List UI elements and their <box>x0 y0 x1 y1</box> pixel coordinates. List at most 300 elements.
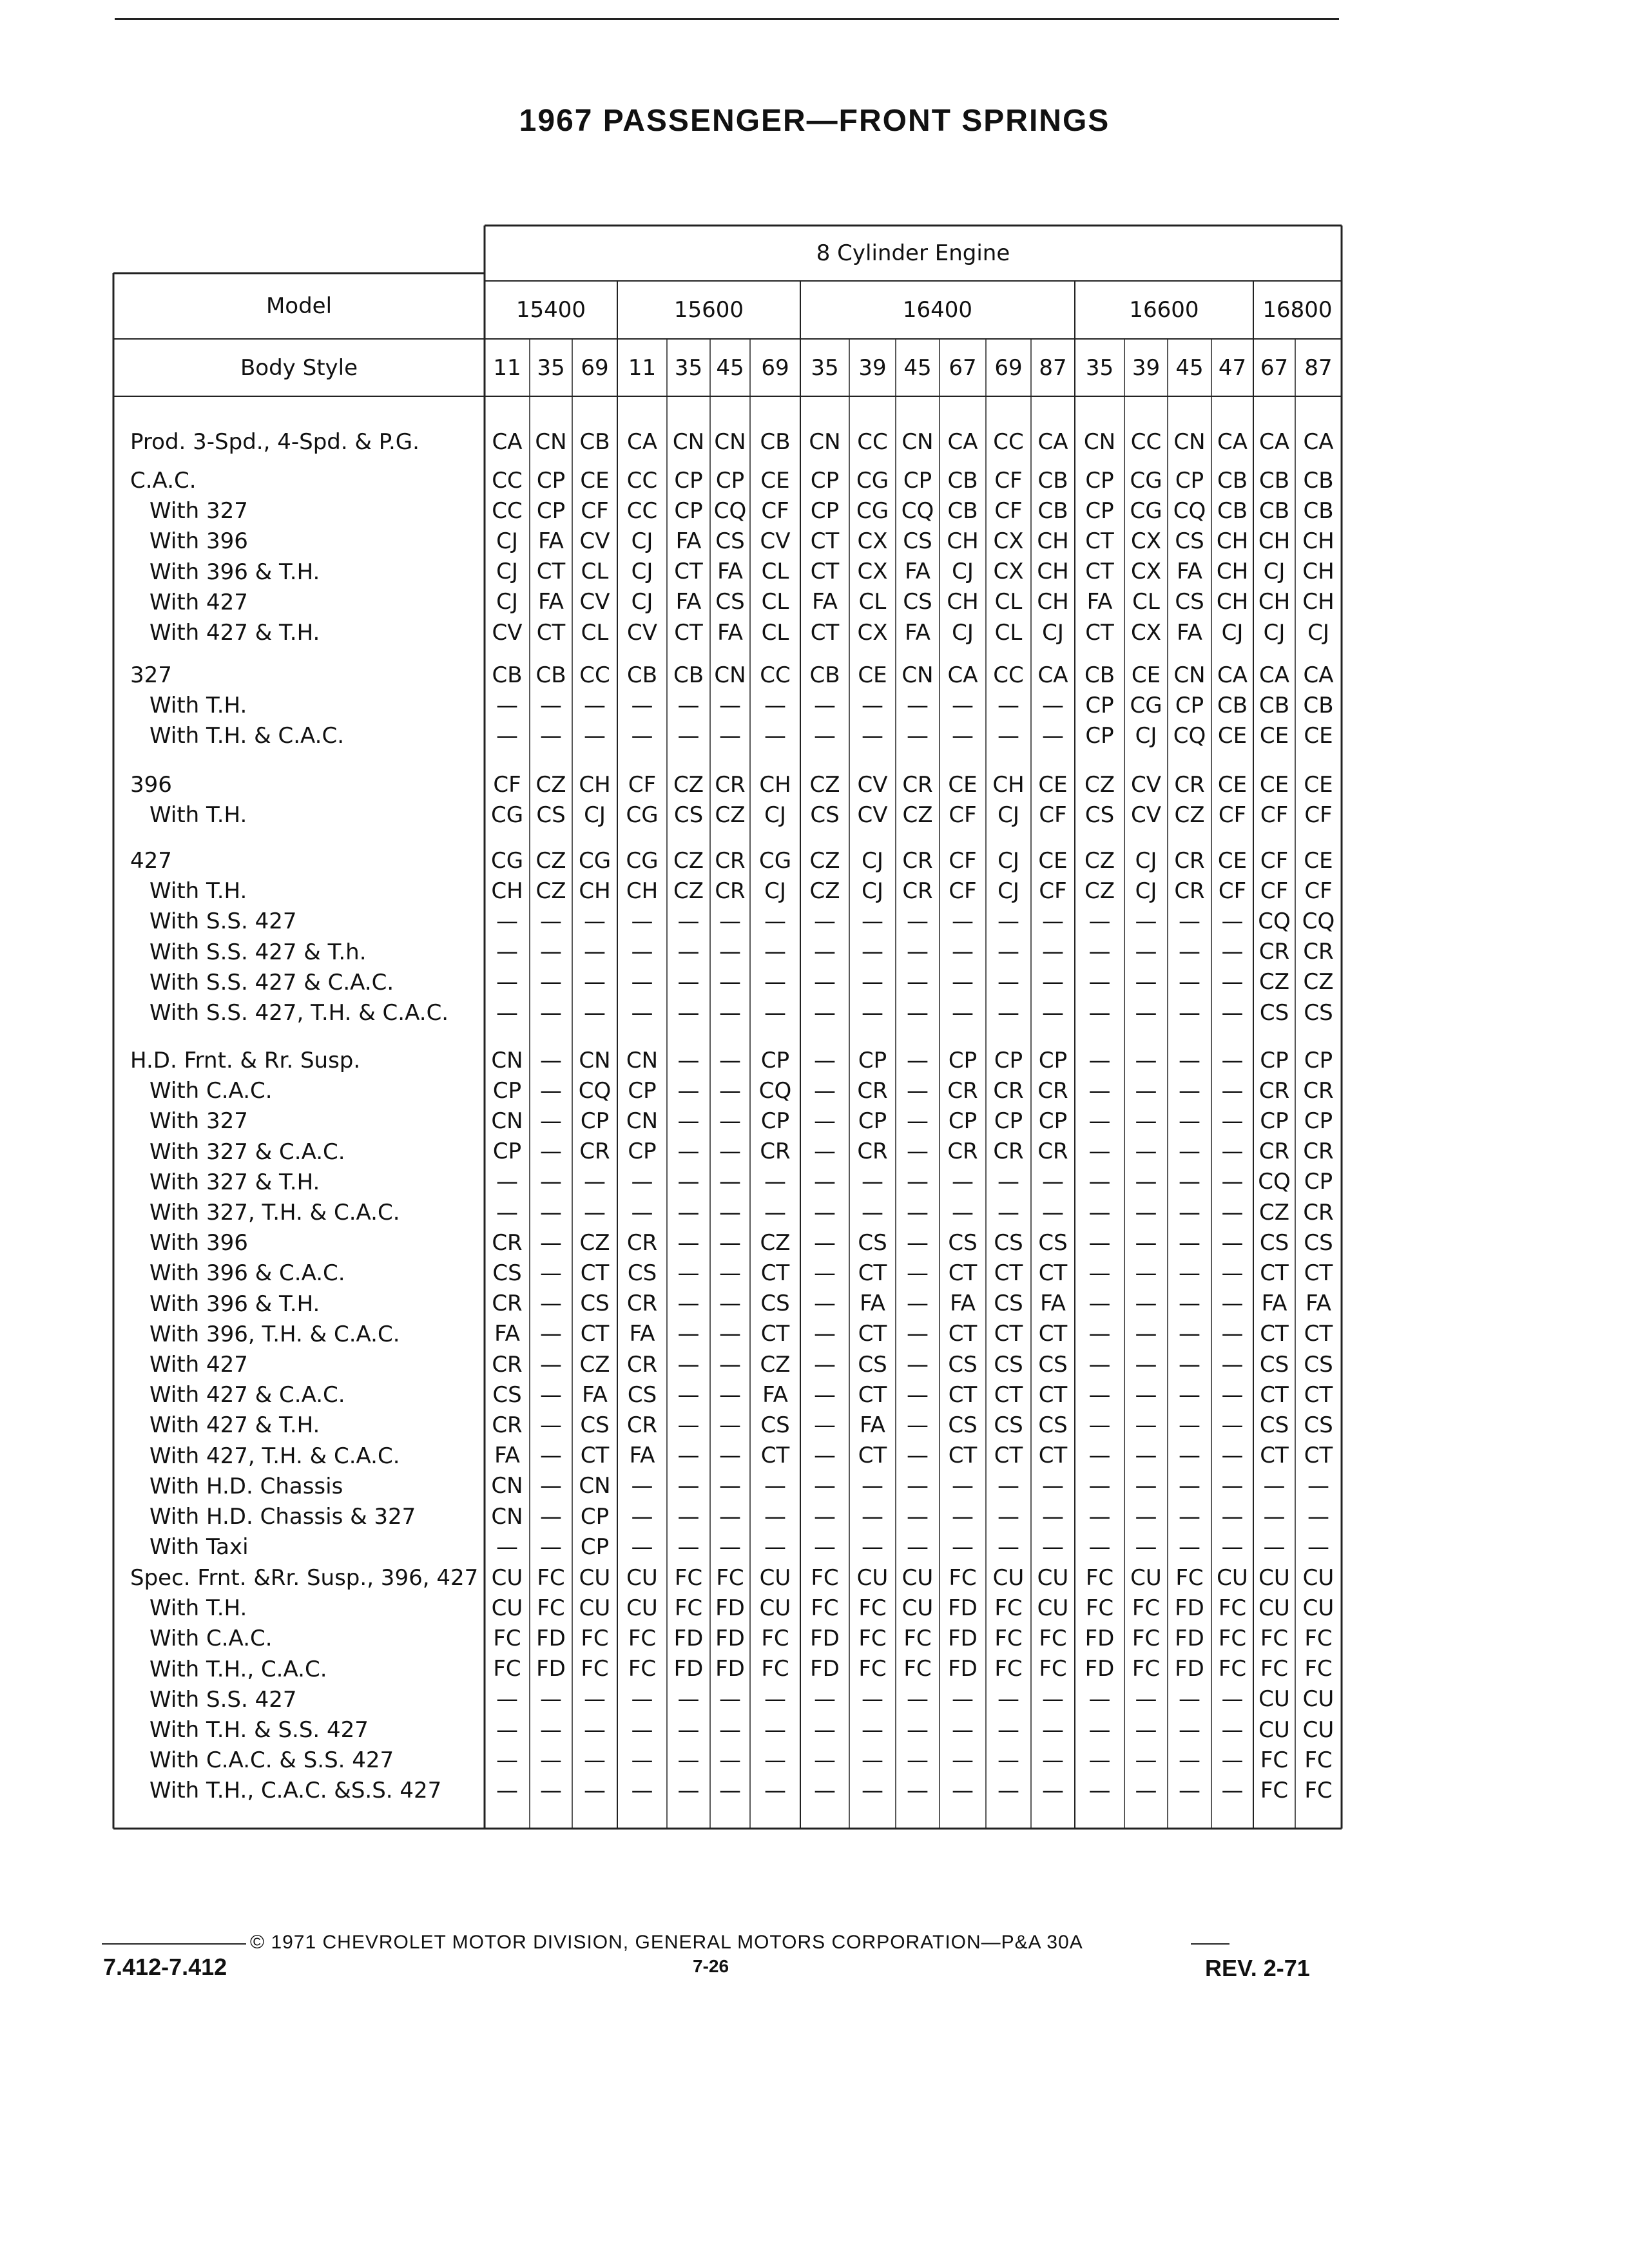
spring-code: FA <box>582 1381 608 1408</box>
spring-code: CP <box>1175 692 1204 718</box>
spring-code: CA <box>1217 662 1248 688</box>
row-label: H.D. Frnt. & Rr. Susp. <box>130 1048 361 1073</box>
spring-code: CG <box>758 847 792 874</box>
part-number: 7.412-7.412 <box>103 1954 227 1980</box>
spring-code: CQ <box>1258 1169 1291 1195</box>
spring-code: — <box>1179 939 1200 965</box>
spring-code: CS <box>492 1260 522 1286</box>
spring-code: — <box>1221 1473 1244 1499</box>
spring-code: FC <box>994 1595 1023 1621</box>
row-label: With 427 <box>149 1352 248 1378</box>
spring-code: — <box>540 1047 562 1073</box>
spring-code: — <box>719 908 741 934</box>
spring-code: CE <box>1131 662 1161 688</box>
spring-code: — <box>677 1473 700 1499</box>
spring-code: FA <box>629 1443 655 1469</box>
spring-code: CP <box>580 1533 610 1560</box>
row-label: With 327 <box>149 498 248 524</box>
spring-code: — <box>540 1686 562 1713</box>
spring-code: CC <box>1130 428 1162 455</box>
spring-code: CP <box>628 1139 657 1165</box>
spring-code: CE <box>1217 722 1248 749</box>
spring-code: CR <box>626 1351 658 1378</box>
spring-code: — <box>1179 1291 1200 1317</box>
spring-code: — <box>862 939 883 965</box>
spring-code: — <box>540 1321 562 1347</box>
spring-code: — <box>496 1169 518 1195</box>
spring-code: — <box>862 999 883 1026</box>
spring-code: — <box>719 1381 741 1408</box>
spring-code: CV <box>1131 802 1161 828</box>
spring-code: — <box>1042 1199 1064 1225</box>
spring-code: — <box>998 1473 1019 1499</box>
spring-code: — <box>1307 1533 1329 1560</box>
spring-code: — <box>677 1047 700 1073</box>
spring-code: CS <box>903 528 932 554</box>
spring-code: FC <box>994 1656 1023 1682</box>
spring-code: — <box>814 1321 836 1347</box>
spring-code: — <box>1221 1199 1244 1225</box>
spring-code: CS <box>1038 1351 1068 1378</box>
spring-code: — <box>540 1443 562 1469</box>
spring-code: CN <box>1083 428 1116 455</box>
body-style-header: 11 <box>628 354 657 381</box>
model-group-header: 15600 <box>673 297 744 323</box>
spring-code: CQ <box>578 1077 612 1104</box>
spring-code: — <box>719 999 741 1026</box>
spring-code: — <box>952 1503 974 1530</box>
spring-code: — <box>540 1747 562 1773</box>
spring-code: CQ <box>901 497 934 524</box>
spring-code: — <box>631 969 653 995</box>
spring-code: — <box>1088 1169 1111 1195</box>
spring-code: FD <box>715 1595 745 1621</box>
spring-code: — <box>719 1321 741 1347</box>
spring-code: CZ <box>579 1229 610 1256</box>
spring-code: FA <box>1261 1291 1287 1317</box>
spring-code: CF <box>1260 847 1289 874</box>
spring-code: — <box>677 1351 700 1378</box>
spring-code: CX <box>993 528 1024 554</box>
spring-code: FA <box>717 559 743 585</box>
spring-code: — <box>1042 1686 1064 1713</box>
spring-code: — <box>496 939 518 965</box>
body-style-header: 35 <box>811 354 839 381</box>
spring-code: CZ <box>673 771 704 798</box>
spring-code: FC <box>811 1564 839 1591</box>
spring-code: CR <box>715 847 746 874</box>
model-group-header: 16800 <box>1262 297 1333 323</box>
spring-code: — <box>814 692 836 718</box>
spring-code: CT <box>1085 619 1114 646</box>
row-label: Spec. Frnt. &Rr. Susp., 396, 427 <box>130 1565 479 1591</box>
spring-code: CL <box>761 559 789 585</box>
spring-code: CP <box>1085 497 1114 524</box>
spring-code: — <box>1088 1686 1111 1713</box>
spring-code: — <box>1088 1503 1111 1530</box>
spring-code: — <box>1221 1169 1244 1195</box>
spring-code: FC <box>1175 1564 1204 1591</box>
spring-code: — <box>1135 1351 1157 1378</box>
spring-code: — <box>814 1503 836 1530</box>
spring-code: CT <box>858 1260 887 1286</box>
body-style-header: 45 <box>716 354 744 381</box>
spring-code: FD <box>673 1656 704 1682</box>
spring-code: CJ <box>496 528 518 554</box>
spring-code: CP <box>1038 1108 1068 1134</box>
spring-code: — <box>631 908 653 934</box>
row-label: With 396 <box>149 528 248 555</box>
spring-code: — <box>1135 1047 1157 1073</box>
spring-code: CC <box>993 662 1024 688</box>
spring-code: FC <box>1304 1747 1333 1773</box>
spring-code: CJ <box>496 589 518 615</box>
spring-code: — <box>1179 1747 1200 1773</box>
spring-code: — <box>764 1199 786 1225</box>
spring-code: CR <box>993 1077 1024 1104</box>
spring-code: CU <box>1037 1595 1069 1621</box>
revision: REV. 2-71 <box>1205 1955 1310 1981</box>
spring-code: FA <box>1177 559 1202 585</box>
spring-code: CT <box>948 1321 978 1347</box>
spring-code: — <box>998 1169 1019 1195</box>
spring-code: FA <box>950 1291 976 1317</box>
spring-code: — <box>496 969 518 995</box>
spring-code: — <box>1221 908 1244 934</box>
spring-code: — <box>1221 1229 1244 1256</box>
spring-code: CR <box>492 1291 523 1317</box>
spring-code: CQ <box>713 497 747 524</box>
spring-code: CP <box>674 467 703 494</box>
spring-code: — <box>1221 1381 1244 1408</box>
spring-code: — <box>677 939 700 965</box>
spring-code: CR <box>857 1077 888 1104</box>
spring-code: CT <box>1304 1443 1333 1469</box>
spring-code: — <box>952 1533 974 1560</box>
row-label: With S.S. 427 <box>149 1686 297 1713</box>
spring-code: — <box>998 1199 1019 1225</box>
spring-code: CJ <box>1135 722 1157 749</box>
spring-code: CZ <box>1258 1199 1290 1225</box>
spring-code: CJ <box>496 559 518 585</box>
spring-code: CP <box>948 1108 978 1134</box>
spring-code: — <box>496 692 518 718</box>
spring-code: — <box>1135 1412 1157 1438</box>
spring-code: CB <box>1217 692 1248 718</box>
spring-code: CB <box>1258 692 1290 718</box>
spring-code: CJ <box>631 528 653 554</box>
spring-code: CB <box>579 428 610 455</box>
spring-code: — <box>677 1412 700 1438</box>
spring-code: CS <box>760 1291 790 1317</box>
row-label: With 427, T.H. & C.A.C. <box>149 1443 400 1469</box>
spring-code: — <box>814 1412 836 1438</box>
spring-code: CP <box>903 467 932 494</box>
spring-code: — <box>907 1443 929 1469</box>
spring-code: — <box>814 1047 836 1073</box>
spring-code: — <box>1179 969 1200 995</box>
spring-code: — <box>907 969 929 995</box>
spring-code: FC <box>1304 1625 1333 1651</box>
spring-code: — <box>1088 1381 1111 1408</box>
spring-code: — <box>584 1169 606 1195</box>
spring-code: — <box>496 1686 518 1713</box>
spring-code: — <box>1221 1291 1244 1317</box>
spring-code: FC <box>1132 1595 1161 1621</box>
spring-code: CZ <box>809 771 840 798</box>
spring-code: CF <box>994 497 1023 524</box>
spring-code: CS <box>1038 1229 1068 1256</box>
spring-code: CR <box>947 1077 978 1104</box>
row-label: With 427 & T.H. <box>149 620 320 646</box>
spring-code: — <box>540 1139 562 1165</box>
spring-code: — <box>1088 1291 1111 1317</box>
spring-code: CH <box>1302 559 1335 585</box>
spring-code: CT <box>1260 1443 1289 1469</box>
spring-code: CT <box>580 1443 610 1469</box>
spring-code: — <box>631 722 653 749</box>
row-label: With T.H. <box>149 693 247 719</box>
spring-code: FC <box>1260 1656 1289 1682</box>
spring-code: FC <box>1260 1625 1289 1651</box>
spring-code: CF <box>949 847 977 874</box>
body-style-header: 11 <box>493 354 521 381</box>
spring-code: — <box>1088 1412 1111 1438</box>
spring-code: — <box>677 1229 700 1256</box>
footer-rule-left <box>102 1943 246 1945</box>
spring-code: — <box>1135 999 1157 1026</box>
spring-code: CN <box>714 428 746 455</box>
spring-code: CL <box>761 619 789 646</box>
spring-code: CB <box>1303 497 1334 524</box>
spring-code: CU <box>579 1595 611 1621</box>
spring-code: — <box>1088 1108 1111 1134</box>
body-style-header: 39 <box>858 354 887 381</box>
spring-code: CR <box>715 771 746 798</box>
spring-code: CZ <box>673 878 704 904</box>
spring-code: CB <box>1037 497 1068 524</box>
spring-code: CS <box>1038 1412 1068 1438</box>
spring-code: — <box>1088 1533 1111 1560</box>
spring-code: — <box>540 1260 562 1286</box>
spring-code: — <box>907 1351 929 1378</box>
spring-code: — <box>677 1260 700 1286</box>
spring-code: — <box>540 692 562 718</box>
spring-code: CS <box>994 1291 1023 1317</box>
spring-code: CJ <box>1307 619 1329 646</box>
spring-code: CP <box>1260 1047 1289 1073</box>
row-label: With 327 & C.A.C. <box>149 1139 345 1165</box>
spring-code: — <box>631 1169 653 1195</box>
spring-code: — <box>719 722 741 749</box>
spring-code: FA <box>675 528 702 554</box>
spring-code: — <box>1042 908 1064 934</box>
spring-code: — <box>1221 969 1244 995</box>
spring-code: CT <box>948 1443 978 1469</box>
spring-code: — <box>1179 1321 1200 1347</box>
spring-code: — <box>764 939 786 965</box>
spring-code: — <box>1135 969 1157 995</box>
spring-code: — <box>719 1260 741 1286</box>
spring-code: CH <box>1037 528 1069 554</box>
spring-code: CT <box>674 559 703 585</box>
spring-code: CV <box>857 771 888 798</box>
spring-code: — <box>907 1777 929 1803</box>
spring-code: — <box>862 1503 883 1530</box>
spring-code: CU <box>491 1564 523 1591</box>
spring-code: CF <box>994 467 1023 494</box>
spring-code: CF <box>1218 802 1247 828</box>
spring-code: CR <box>902 771 933 798</box>
spring-code: — <box>907 1229 929 1256</box>
spring-code: — <box>1221 1686 1244 1713</box>
spring-code: FA <box>1040 1291 1066 1317</box>
spring-code: — <box>540 939 562 965</box>
spring-code: CE <box>1259 722 1289 749</box>
spring-code: — <box>998 908 1019 934</box>
spring-code: CJ <box>862 847 883 874</box>
spring-code: CE <box>948 771 978 798</box>
spring-code: CH <box>579 878 611 904</box>
spring-code: CZ <box>1174 802 1205 828</box>
spring-code: — <box>496 1716 518 1743</box>
spring-code: CR <box>1258 1077 1290 1104</box>
spring-code: FC <box>628 1656 657 1682</box>
spring-code: — <box>1135 1443 1157 1469</box>
spring-code: — <box>907 722 929 749</box>
spring-code: CU <box>491 1595 523 1621</box>
spring-code: CN <box>535 428 567 455</box>
row-label: With 396, T.H. & C.A.C. <box>149 1321 400 1347</box>
spring-code: CT <box>1038 1321 1068 1347</box>
spring-code: — <box>1042 939 1064 965</box>
model-label: Model <box>265 293 333 319</box>
spring-code: — <box>998 1716 1019 1743</box>
spring-code: CP <box>1304 1047 1333 1073</box>
spring-code: — <box>1088 1716 1111 1743</box>
spring-code: — <box>952 908 974 934</box>
spring-code: — <box>1088 999 1111 1026</box>
spring-code: — <box>907 908 929 934</box>
spring-code: — <box>814 1686 836 1713</box>
spring-code: — <box>1307 1503 1329 1530</box>
spring-code: — <box>496 1199 518 1225</box>
spring-code: FD <box>715 1625 745 1651</box>
spring-code: CN <box>491 1108 523 1134</box>
spring-code: CP <box>1304 1108 1333 1134</box>
spring-code: CJ <box>631 559 653 585</box>
spring-code: CJ <box>1263 619 1286 646</box>
spring-code: — <box>862 908 883 934</box>
spring-code: — <box>952 969 974 995</box>
spring-code: — <box>814 1473 836 1499</box>
body-style-header: 69 <box>581 354 609 381</box>
spring-code: FD <box>1175 1595 1204 1621</box>
spring-code: CB <box>1084 662 1115 688</box>
spring-code: CT <box>536 559 566 585</box>
spring-code: — <box>764 1169 786 1195</box>
body-style-header: 69 <box>761 354 789 381</box>
spring-code: FC <box>1039 1656 1067 1682</box>
spring-code: CP <box>810 497 840 524</box>
spring-code: CU <box>1130 1564 1162 1591</box>
spring-code: CT <box>674 619 703 646</box>
row-label: 396 <box>130 772 172 798</box>
spring-code: CA <box>492 428 523 455</box>
spring-code: — <box>1135 1503 1157 1530</box>
spring-code: CU <box>1217 1564 1248 1591</box>
spring-code: CG <box>490 847 524 874</box>
spring-code: — <box>1179 1381 1200 1408</box>
spring-code: CR <box>902 847 933 874</box>
spring-code: CR <box>1258 939 1290 965</box>
spring-code: CA <box>1217 428 1248 455</box>
spring-code: — <box>1135 908 1157 934</box>
spring-code: — <box>1179 1077 1200 1104</box>
spring-code: — <box>1221 1412 1244 1438</box>
spring-code: CS <box>948 1229 978 1256</box>
spring-code: — <box>764 722 786 749</box>
spring-code: — <box>1135 1777 1157 1803</box>
spring-code: CB <box>760 428 791 455</box>
spring-code: FA <box>717 619 743 646</box>
spring-code: CT <box>810 528 840 554</box>
spring-code: — <box>764 1686 786 1713</box>
spring-code: CS <box>1084 802 1115 828</box>
spring-code: CN <box>579 1473 611 1499</box>
spring-code: FA <box>538 589 564 615</box>
spring-code: CF <box>949 802 977 828</box>
spring-code: FD <box>715 1656 745 1682</box>
spring-code: CV <box>760 528 791 554</box>
spring-code: — <box>719 1047 741 1073</box>
spring-code: CR <box>1303 939 1334 965</box>
spring-code: CT <box>760 1321 790 1347</box>
spring-code: CS <box>627 1260 657 1286</box>
spring-code: CH <box>1037 559 1069 585</box>
spring-code: CL <box>994 589 1023 615</box>
spring-code: — <box>496 1777 518 1803</box>
row-label: With S.S. 427 & C.A.C. <box>149 969 394 995</box>
row-label: With Taxi <box>149 1534 249 1561</box>
body-style-header: 35 <box>1085 354 1114 381</box>
spring-code: — <box>719 1351 741 1378</box>
spring-code: — <box>1135 1473 1157 1499</box>
spring-code: FA <box>860 1412 885 1438</box>
footer-rule-right <box>1191 1943 1229 1945</box>
spring-code: — <box>1221 1443 1244 1469</box>
spring-code: — <box>1179 999 1200 1026</box>
spring-code: — <box>814 1747 836 1773</box>
spring-code: — <box>719 1291 741 1317</box>
spring-code: FC <box>537 1564 565 1591</box>
spring-code: — <box>540 1777 562 1803</box>
spring-code: CT <box>1260 1260 1289 1286</box>
spring-code: CT <box>858 1443 887 1469</box>
spring-code: — <box>1042 969 1064 995</box>
spring-code: CR <box>760 1139 791 1165</box>
spring-code: — <box>677 1716 700 1743</box>
spring-code: — <box>677 908 700 934</box>
spring-code: — <box>719 1412 741 1438</box>
spring-code: — <box>1042 1747 1064 1773</box>
spring-code: FD <box>1084 1656 1115 1682</box>
spring-code: — <box>1088 1199 1111 1225</box>
spring-code: — <box>1179 1533 1200 1560</box>
spring-code: CV <box>857 802 888 828</box>
spring-code: — <box>907 1260 929 1286</box>
spring-code: CU <box>1302 1595 1335 1621</box>
